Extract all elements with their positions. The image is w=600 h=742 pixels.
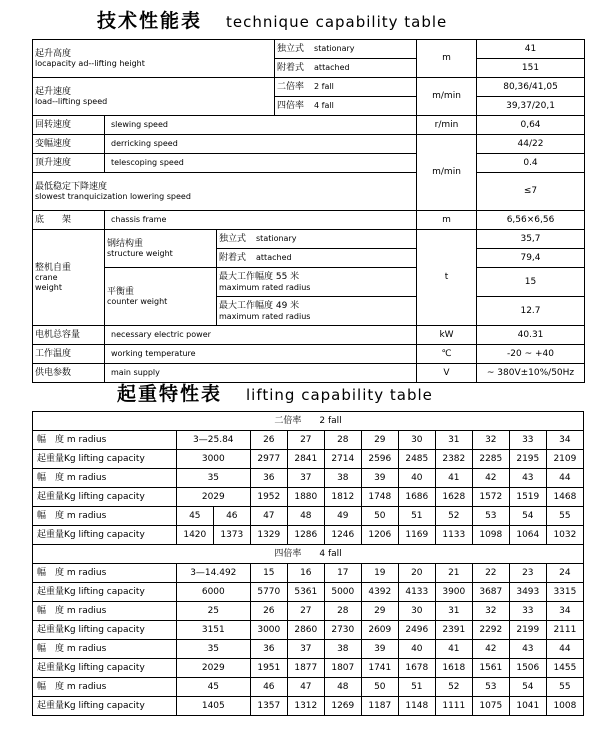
capacity-value: 2195 xyxy=(509,450,546,469)
unit: kW xyxy=(417,326,477,345)
radius-label: 幅 度 m radius xyxy=(33,431,177,450)
capacity-value: 1506 xyxy=(509,659,546,678)
capacity-value: 3000 xyxy=(250,621,287,640)
capacity-value: 2199 xyxy=(509,621,546,640)
radius-value: 42 xyxy=(472,469,509,488)
capacity-label: 起重量Kg lifting capacity xyxy=(33,659,177,678)
capacity-value: 2860 xyxy=(287,621,324,640)
capacity-row xyxy=(33,697,584,716)
unit: t xyxy=(417,230,477,326)
radius-label: 幅 度 m radius xyxy=(33,469,177,488)
radius-value: 34 xyxy=(546,602,583,621)
radius-row xyxy=(33,640,584,659)
radius-label: 幅 度 m radius xyxy=(33,602,177,621)
capacity-label: 起重量Kg lifting capacity xyxy=(33,583,177,602)
capacity-value: 1572 xyxy=(472,488,509,507)
radius-value: 38 xyxy=(324,469,361,488)
capacity-value: 2111 xyxy=(546,621,583,640)
table-row: 供电参数 main supply V ~ 380V±10%/50Hz xyxy=(33,364,585,383)
radius-value: 50 xyxy=(361,678,398,697)
radius-value: 28 xyxy=(324,431,361,450)
radius-value: 55 xyxy=(546,507,583,526)
technique-table-title xyxy=(97,6,447,33)
capacity-value: 2029 xyxy=(176,488,250,507)
radius-value: 27 xyxy=(287,602,324,621)
radius-value: 45 xyxy=(176,678,250,697)
table-row: 整机自重 crane weight 钢结构重 structure weight 独立式 stationary t 35,7 xyxy=(33,230,585,249)
unit: m xyxy=(417,40,477,78)
capacity-value: 1075 xyxy=(472,697,509,716)
capacity-value: 5000 xyxy=(324,583,361,602)
radius-value: 36 xyxy=(250,469,287,488)
capacity-value: 2609 xyxy=(361,621,398,640)
radius-value: 3—14.492 xyxy=(176,564,250,583)
radius-value: 30 xyxy=(398,602,435,621)
lifting-table-title xyxy=(117,379,433,406)
capacity-value: 1519 xyxy=(509,488,546,507)
radius-value: 38 xyxy=(324,640,361,659)
radius-value: 48 xyxy=(324,678,361,697)
table-row: 附着式 attached 151 xyxy=(33,59,585,78)
fall-header: 二倍率 2 fall xyxy=(33,412,584,431)
capacity-row xyxy=(33,526,584,545)
capacity-value: 1064 xyxy=(509,526,546,545)
radius-row xyxy=(33,678,584,697)
fall-header: 四倍率 4 fall xyxy=(33,545,584,564)
title-en: lifting capability table xyxy=(246,386,433,404)
title-en: technique capability table xyxy=(226,13,448,31)
capacity-value: 2596 xyxy=(361,450,398,469)
capacity-label: 起重量Kg lifting capacity xyxy=(33,697,177,716)
radius-value: 25 xyxy=(176,602,250,621)
capacity-value: 1008 xyxy=(546,697,583,716)
radius-value: 39 xyxy=(361,469,398,488)
radius-value: 3—25.84 xyxy=(176,431,250,450)
capacity-value: 2977 xyxy=(250,450,287,469)
radius-value: 40 xyxy=(398,640,435,659)
capacity-label: 起重量Kg lifting capacity xyxy=(33,488,177,507)
radius-value: 51 xyxy=(398,507,435,526)
table-row: 工作温度 working temperature ℃ -20 ~ +40 xyxy=(33,345,585,364)
table-row: 起升高度 locapacity ad--lifting height 独立式 stationary m 41 xyxy=(33,40,585,59)
capacity-value: 3687 xyxy=(472,583,509,602)
radius-value: 29 xyxy=(361,431,398,450)
capacity-value: 1041 xyxy=(509,697,546,716)
radius-value: 43 xyxy=(509,469,546,488)
unit: m xyxy=(417,211,477,230)
radius-value: 23 xyxy=(509,564,546,583)
unit: m/min xyxy=(417,78,477,116)
table-row: 起升速度 load--lifting speed 二倍率 2 fall m/min 80,36/41,05 xyxy=(33,78,585,97)
unit: ℃ xyxy=(417,345,477,364)
capacity-value: 2730 xyxy=(324,621,361,640)
radius-value: 32 xyxy=(472,431,509,450)
capacity-value: 1952 xyxy=(250,488,287,507)
capacity-value: 1561 xyxy=(472,659,509,678)
radius-value: 52 xyxy=(435,678,472,697)
capacity-row xyxy=(33,583,584,602)
radius-value: 33 xyxy=(509,602,546,621)
capacity-value: 1628 xyxy=(435,488,472,507)
radius-value: 21 xyxy=(435,564,472,583)
capacity-value: 1468 xyxy=(546,488,583,507)
radius-value: 26 xyxy=(250,602,287,621)
radius-value: 22 xyxy=(472,564,509,583)
radius-value: 53 xyxy=(472,507,509,526)
radius-value: 41 xyxy=(435,640,472,659)
unit: r/min xyxy=(417,116,477,135)
fall-header-row xyxy=(33,545,584,564)
capacity-value: 1812 xyxy=(324,488,361,507)
table-row: 附着式 attached 79,4 xyxy=(33,249,585,268)
radius-value: 20 xyxy=(398,564,435,583)
capacity-value: 1269 xyxy=(324,697,361,716)
radius-value: 44 xyxy=(546,640,583,659)
radius-value: 52 xyxy=(435,507,472,526)
capacity-value: 1877 xyxy=(287,659,324,678)
table-row: 最低稳定下降速度 slowest tranquicization lowering speed ≤7 xyxy=(33,173,585,211)
capacity-value: 3315 xyxy=(546,583,583,602)
table-row: 电机总容量 necessary electric power kW 40.31 xyxy=(33,326,585,345)
capacity-value: 1741 xyxy=(361,659,398,678)
radius-value: 28 xyxy=(324,602,361,621)
radius-value: 29 xyxy=(361,602,398,621)
radius-value: 55 xyxy=(546,678,583,697)
table-row: 回转速度 slewing speed r/min 0,64 xyxy=(33,116,585,135)
radius-value: 26 xyxy=(250,431,287,450)
capacity-value: 4133 xyxy=(398,583,435,602)
radius-value: 16 xyxy=(287,564,324,583)
capacity-value: 2496 xyxy=(398,621,435,640)
radius-value: 40 xyxy=(398,469,435,488)
radius-label: 幅 度 m radius xyxy=(33,678,177,697)
capacity-value: 4392 xyxy=(361,583,398,602)
table-row: 变幅速度 derricking speed m/min 44/22 xyxy=(33,135,585,154)
radius-value: 19 xyxy=(361,564,398,583)
radius-value: 34 xyxy=(546,431,583,450)
radius-value: 15 xyxy=(250,564,287,583)
capacity-value: 1133 xyxy=(435,526,472,545)
capacity-value: 1420 xyxy=(176,526,213,545)
technique-capability-table xyxy=(32,39,585,383)
table-row: 四倍率 4 fall 39,37/20,1 xyxy=(33,97,585,116)
capacity-row xyxy=(33,488,584,507)
capacity-value: 1111 xyxy=(435,697,472,716)
capacity-value: 1098 xyxy=(472,526,509,545)
radius-label: 幅 度 m radius xyxy=(33,507,177,526)
radius-value: 27 xyxy=(287,431,324,450)
capacity-value: 2714 xyxy=(324,450,361,469)
radius-value: 42 xyxy=(472,640,509,659)
capacity-value: 3151 xyxy=(176,621,250,640)
radius-value: 37 xyxy=(287,469,324,488)
capacity-label: 起重量Kg lifting capacity xyxy=(33,450,177,469)
radius-value: 39 xyxy=(361,640,398,659)
capacity-value: 1329 xyxy=(250,526,287,545)
radius-value: 53 xyxy=(472,678,509,697)
radius-value: 46 xyxy=(213,507,250,526)
capacity-value: 1187 xyxy=(361,697,398,716)
capacity-value: 2285 xyxy=(472,450,509,469)
capacity-label: 起重量Kg lifting capacity xyxy=(33,526,177,545)
unit: V xyxy=(417,364,477,383)
fall-header-row xyxy=(33,412,584,431)
capacity-value: 1405 xyxy=(176,697,250,716)
capacity-value: 1286 xyxy=(287,526,324,545)
radius-value: 43 xyxy=(509,640,546,659)
radius-value: 36 xyxy=(250,640,287,659)
table-row: 最大工作幅度 49 米 maximum rated radius 12.7 xyxy=(33,297,585,326)
radius-value: 31 xyxy=(435,431,472,450)
capacity-value: 2382 xyxy=(435,450,472,469)
radius-label: 幅 度 m radius xyxy=(33,564,177,583)
unit: m/min xyxy=(417,135,477,211)
radius-value: 44 xyxy=(546,469,583,488)
capacity-value: 2485 xyxy=(398,450,435,469)
capacity-value: 2109 xyxy=(546,450,583,469)
capacity-value: 1678 xyxy=(398,659,435,678)
capacity-row xyxy=(33,621,584,640)
radius-value: 48 xyxy=(287,507,324,526)
capacity-value: 1748 xyxy=(361,488,398,507)
radius-value: 47 xyxy=(287,678,324,697)
capacity-value: 1032 xyxy=(546,526,583,545)
capacity-label: 起重量Kg lifting capacity xyxy=(33,621,177,640)
radius-value: 33 xyxy=(509,431,546,450)
lift-height-label: 起升高度 locapacity ad--lifting height xyxy=(33,40,275,78)
table-row: 底 架 chassis frame m 6,56×6,56 xyxy=(33,211,585,230)
radius-row xyxy=(33,469,584,488)
capacity-value: 2841 xyxy=(287,450,324,469)
capacity-value: 1169 xyxy=(398,526,435,545)
radius-value: 30 xyxy=(398,431,435,450)
radius-value: 24 xyxy=(546,564,583,583)
capacity-value: 2391 xyxy=(435,621,472,640)
radius-value: 37 xyxy=(287,640,324,659)
radius-value: 45 xyxy=(176,507,213,526)
radius-value: 50 xyxy=(361,507,398,526)
capacity-value: 2292 xyxy=(472,621,509,640)
capacity-value: 1951 xyxy=(250,659,287,678)
radius-value: 47 xyxy=(250,507,287,526)
radius-value: 35 xyxy=(176,640,250,659)
capacity-value: 1206 xyxy=(361,526,398,545)
radius-row xyxy=(33,564,584,583)
radius-row xyxy=(33,431,584,450)
radius-value: 32 xyxy=(472,602,509,621)
capacity-value: 1246 xyxy=(324,526,361,545)
capacity-value: 3493 xyxy=(509,583,546,602)
capacity-value: 5361 xyxy=(287,583,324,602)
radius-row xyxy=(33,602,584,621)
capacity-value: 2029 xyxy=(176,659,250,678)
radius-label: 幅 度 m radius xyxy=(33,640,177,659)
lifting-capability-table xyxy=(32,411,584,716)
crane-weight-label: 整机自重 crane weight xyxy=(33,230,105,326)
radius-value: 46 xyxy=(250,678,287,697)
capacity-value: 3900 xyxy=(435,583,472,602)
radius-value: 31 xyxy=(435,602,472,621)
table-row: 平衡重 counter weight 最大工作幅度 55 米 maximum rated radius 15 xyxy=(33,268,585,297)
capacity-value: 1618 xyxy=(435,659,472,678)
radius-value: 54 xyxy=(509,507,546,526)
capacity-value: 1807 xyxy=(324,659,361,678)
capacity-value: 1686 xyxy=(398,488,435,507)
radius-value: 51 xyxy=(398,678,435,697)
capacity-value: 1312 xyxy=(287,697,324,716)
capacity-value: 1148 xyxy=(398,697,435,716)
capacity-value: 1455 xyxy=(546,659,583,678)
capacity-value: 3000 xyxy=(176,450,250,469)
capacity-value: 6000 xyxy=(176,583,250,602)
capacity-value: 1357 xyxy=(250,697,287,716)
radius-value: 17 xyxy=(324,564,361,583)
capacity-value: 1373 xyxy=(213,526,250,545)
capacity-value: 5770 xyxy=(250,583,287,602)
radius-value: 54 xyxy=(509,678,546,697)
radius-value: 41 xyxy=(435,469,472,488)
radius-value: 49 xyxy=(324,507,361,526)
capacity-row xyxy=(33,659,584,678)
table-row: 顶升速度 telescoping speed 0.4 xyxy=(33,154,585,173)
capacity-row xyxy=(33,450,584,469)
radius-row xyxy=(33,507,584,526)
radius-value: 35 xyxy=(176,469,250,488)
capacity-value: 1880 xyxy=(287,488,324,507)
lift-speed-label: 起升速度 load--lifting speed xyxy=(33,78,275,116)
title-cn: 起重特性表 xyxy=(117,383,223,405)
title-cn: 技术性能表 xyxy=(97,10,203,32)
